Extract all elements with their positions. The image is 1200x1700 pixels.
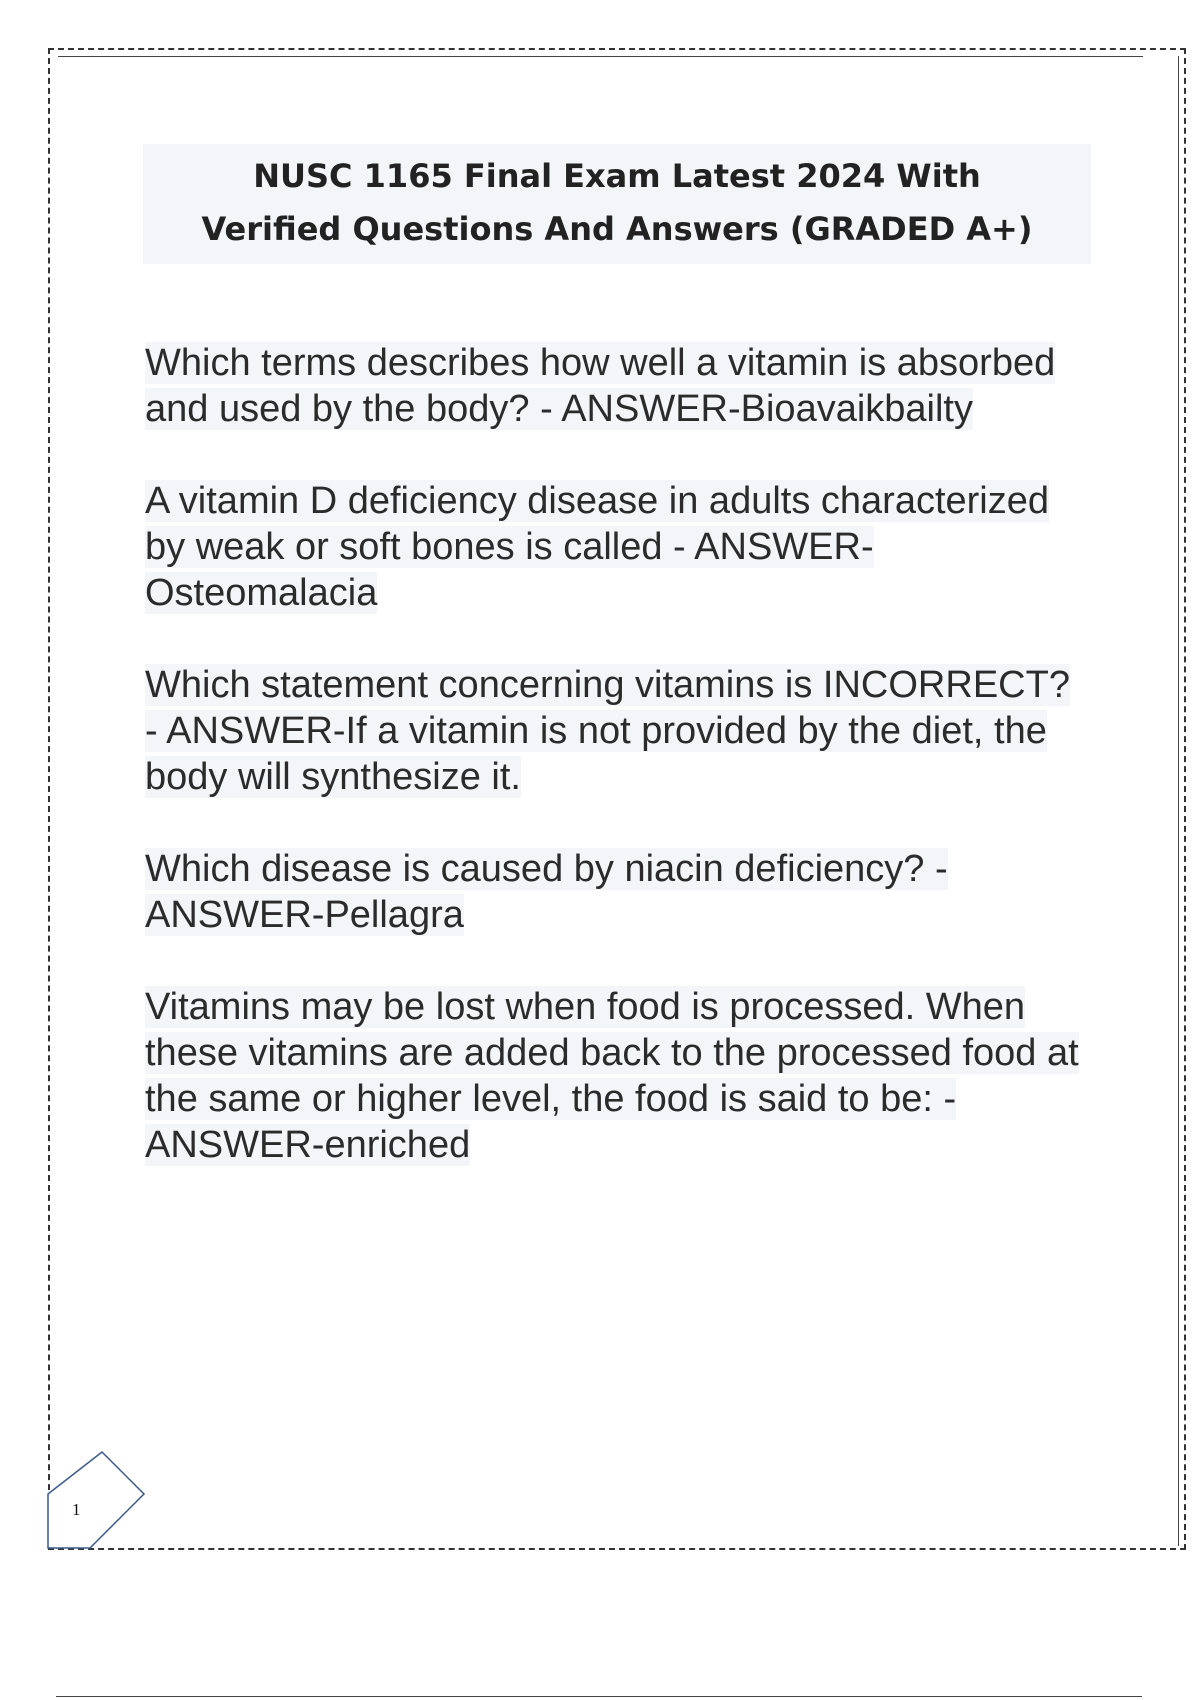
qa-item <box>145 478 1085 616</box>
page-number-badge-icon <box>44 1448 154 1558</box>
qa-item <box>145 984 1085 1168</box>
bottom-rule <box>56 1696 1142 1697</box>
page-number: 1 <box>72 1500 81 1519</box>
qa-item <box>145 846 1085 938</box>
title-line-2: Verified Questions And Answers (GRADED A+) <box>201 210 1033 248</box>
document-title <box>143 144 1091 264</box>
page-border-right-rule <box>1178 56 1179 1546</box>
qa-text: Which terms describes how well a vitamin is absorbed and used by the body? - ANSWER-Bioavaikbailty <box>145 342 1056 430</box>
page-border-top-rule <box>58 56 1143 57</box>
qa-text: Vitamins may be lost when food is processed. When these vitamins are added back to the processed food at the same or higher level, the food is said to be: - ANSWER-enriched <box>145 986 1079 1166</box>
title-line-1: NUSC 1165 Final Exam Latest 2024 With <box>253 157 981 195</box>
qa-text: A vitamin D deficiency disease in adults characterized by weak or soft bones is called - ANSWER-Osteomalacia <box>145 480 1050 614</box>
qa-item <box>145 662 1085 800</box>
qa-item <box>145 340 1085 432</box>
qa-text: Which disease is caused by niacin deficiency? - ANSWER-Pellagra <box>145 848 948 936</box>
qa-text: Which statement concerning vitamins is INCORRECT? - ANSWER-If a vitamin is not provided by the diet, the body will synthesize it. <box>145 664 1070 798</box>
question-answer-list <box>145 340 1085 1214</box>
